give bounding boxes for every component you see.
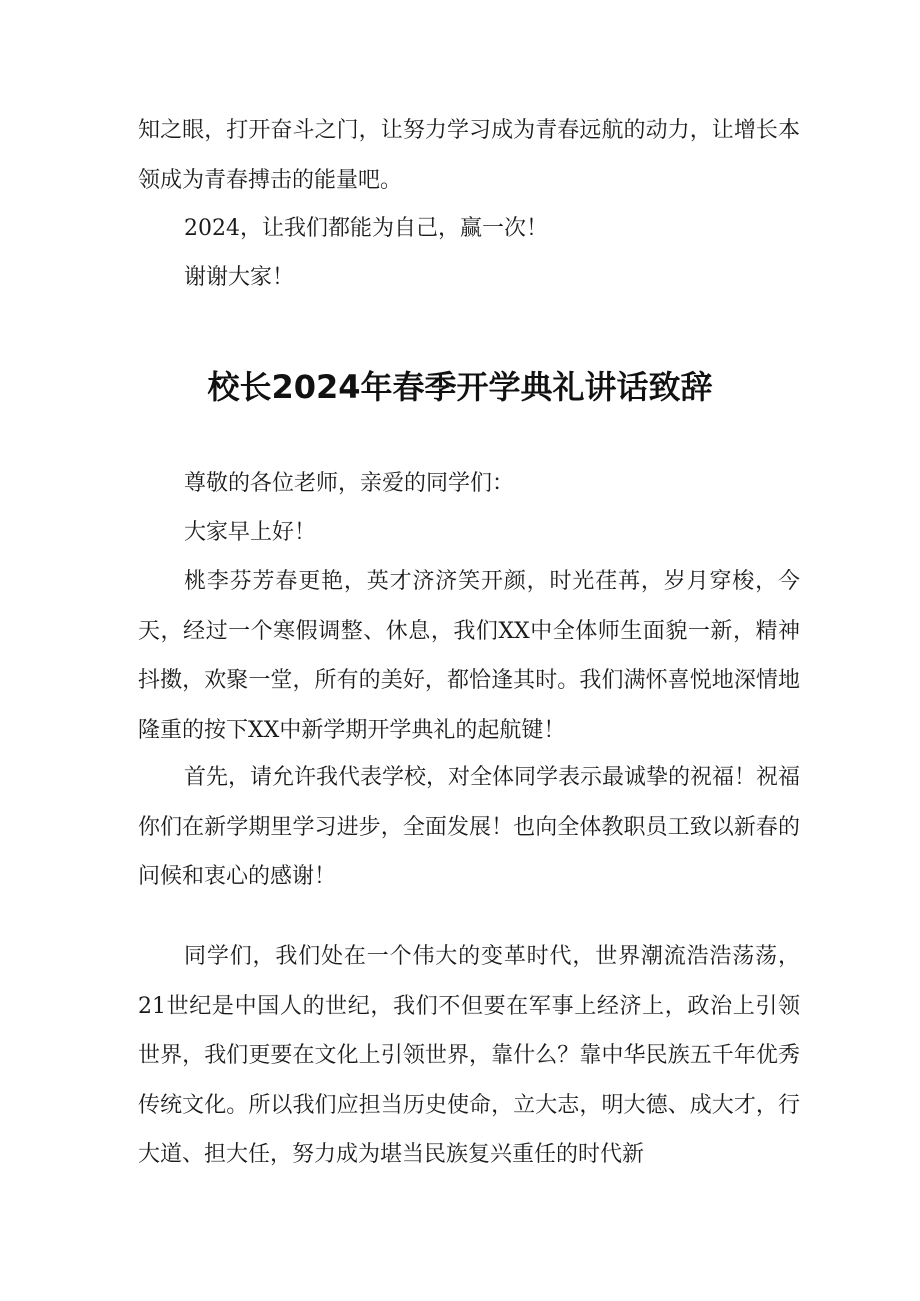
document-title: 校长2024年春季开学典礼讲话致辞 [207, 368, 713, 406]
paragraph-win: 2024，让我们都能为自己，赢一次！ [184, 216, 548, 241]
paragraph-era: 同学们，我们处在一个伟大的变革时代，世界潮流浩浩荡荡，21世纪是中国人的世纪，我们不但要在军事上经济上，政治上引领世界，我们更要在文化上引领世界，靠什么？靠中华民族五千年优秀传统文化。所以我们应担当历史使命，立大志，明大德、成大才，行大道、担大任，努力成为堪当民族复兴重任的时代新 [138, 944, 800, 1167]
paragraph-first: 首先，请允许我代表学校，对全体同学表示最诚挚的祝福！祝福你们在新学期里学习进步，全面发展！也向全体教职员工致以新春的问候和衷心的感谢！ [138, 765, 801, 889]
paragraph-thanks: 谢谢大家！ [184, 265, 295, 290]
paragraph-intro-tail: 知之眼，打开奋斗之门，让努力学习成为青春远航的动力，让增长本领成为青春搏击的能量吧。 [138, 118, 800, 193]
paragraph-greeting: 大家早上好！ [184, 520, 317, 545]
paragraph-spring: 桃李芬芳春更艳，英才济济笑开颜，时光荏苒，岁月穿梭，今天，经过一个寒假调整、休息，我们XX中全体师生面貌一新，精神抖擞，欢聚一堂，所有的美好，都恰逢其时。我们满怀喜悦地深情地隆重的按下XX中新学期开学典礼的起航键！ [138, 569, 800, 743]
paragraph-salutation: 尊敬的各位老师，亲爱的同学们： [184, 471, 515, 496]
